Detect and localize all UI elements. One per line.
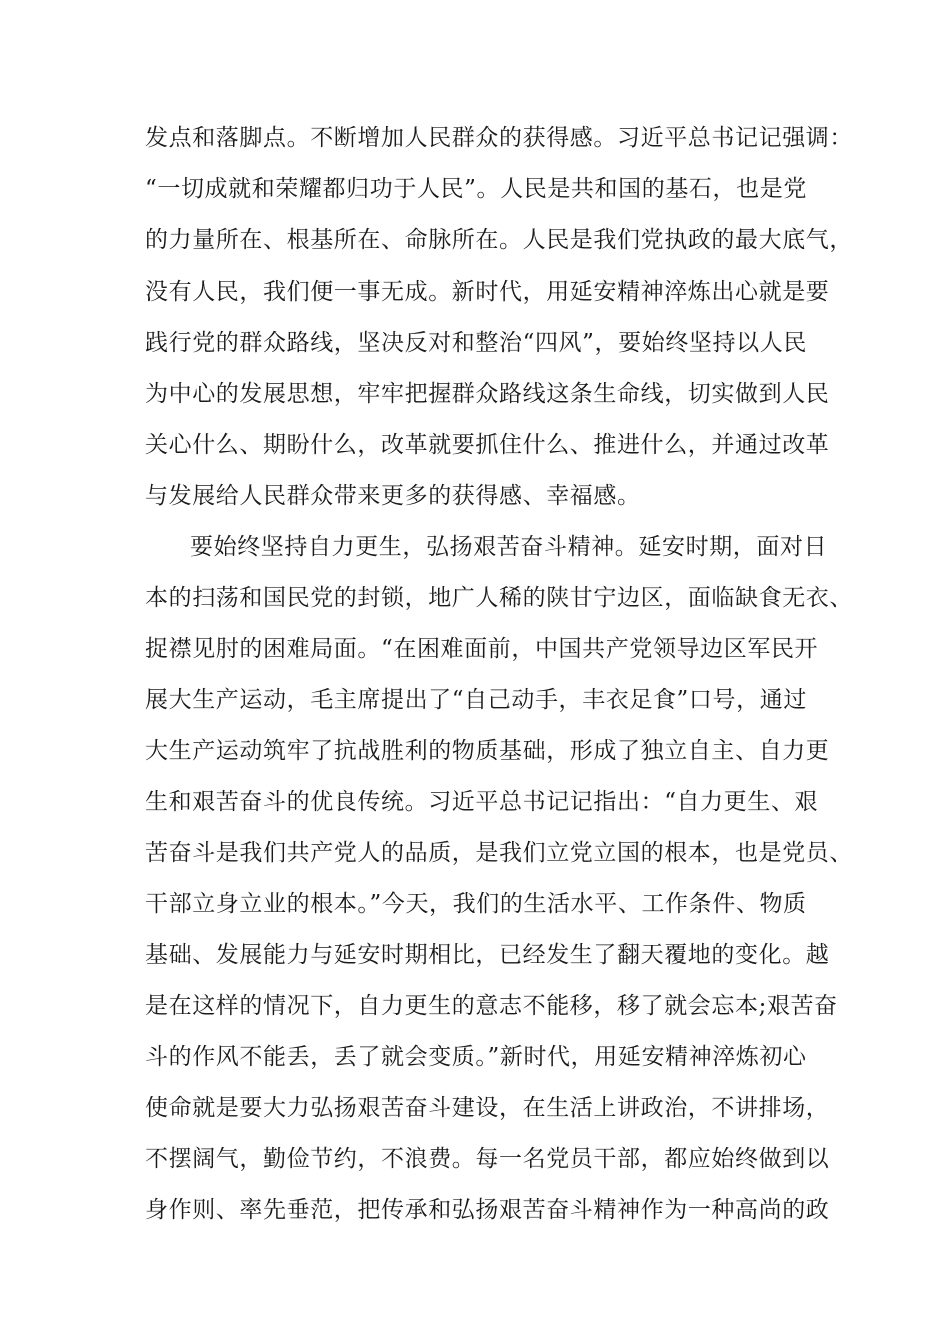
text-line: 是在这样的情况下，自力更生的意志不能移，移了就会忘本;艰苦奋 <box>145 993 838 1019</box>
text-line: 关心什么、期盼什么，改革就要抓住什么、推进什么，并通过改革 <box>145 432 830 458</box>
text-line: 生和艰苦奋斗的优良传统。习近平总书记记指出：“自力更生、艰 <box>145 789 819 815</box>
paragraph-first-line: 要始终坚持自力更生，弘扬艰苦奋斗精神。延安时期，面对日 <box>190 534 828 560</box>
text-line: 苦奋斗是我们共产党人的品质，是我们立党立国的根本，也是党员、 <box>145 840 853 866</box>
text-line: 基础、发展能力与延安时期相比，已经发生了翻天覆地的变化。越 <box>145 942 830 968</box>
text-line: 捉襟见肘的困难局面。“在困难面前，中国共产党领导边区军民开 <box>145 636 819 662</box>
text-line: 使命就是要大力弘扬艰苦奋斗建设，在生活上讲政治，不讲排场， <box>145 1095 830 1121</box>
text-line: 与发展给人民群众带来更多的获得感、幸福感。 <box>145 483 641 509</box>
text-line: 发点和落脚点。不断增加人民群众的获得感。习近平总书记记强调： <box>145 125 853 151</box>
text-line: 践行党的群众路线，坚决反对和整治“四风”，要始终坚持以人民 <box>145 330 807 356</box>
text-line: 不摆阔气，勤俭节约，不浪费。每一名党员干部，都应始终做到以 <box>145 1146 830 1172</box>
text-line: 身作则、率先垂范，把传承和弘扬艰苦奋斗精神作为一种高尚的政 <box>145 1197 830 1223</box>
text-line: 没有人民，我们便一事无成。新时代，用延安精神淬炼出心就是要 <box>145 279 830 305</box>
text-line: “一切成就和荣耀都归功于人民”。人民是共和国的基石，也是党 <box>145 176 807 202</box>
text-line: 的力量所在、根基所在、命脉所在。人民是我们党执政的最大底气， <box>145 227 853 253</box>
text-line: 为中心的发展思想，牢牢把握群众路线这条生命线，切实做到人民 <box>145 381 830 407</box>
text-line: 斗的作风不能丢，丢了就会变质。”新时代，用延安精神淬炼初心 <box>145 1044 807 1070</box>
text-line: 大生产运动筑牢了抗战胜利的物质基础，形成了独立自主、自力更 <box>145 738 830 764</box>
text-line: 干部立身立业的根本。”今天，我们的生活水平、工作条件、物质 <box>145 891 807 917</box>
text-line: 本的扫荡和国民党的封锁，地广人稀的陕甘宁边区，面临缺食无衣、 <box>145 585 853 611</box>
text-line: 展大生产运动，毛主席提出了“自己动手，丰衣足食”口号，通过 <box>145 687 807 713</box>
